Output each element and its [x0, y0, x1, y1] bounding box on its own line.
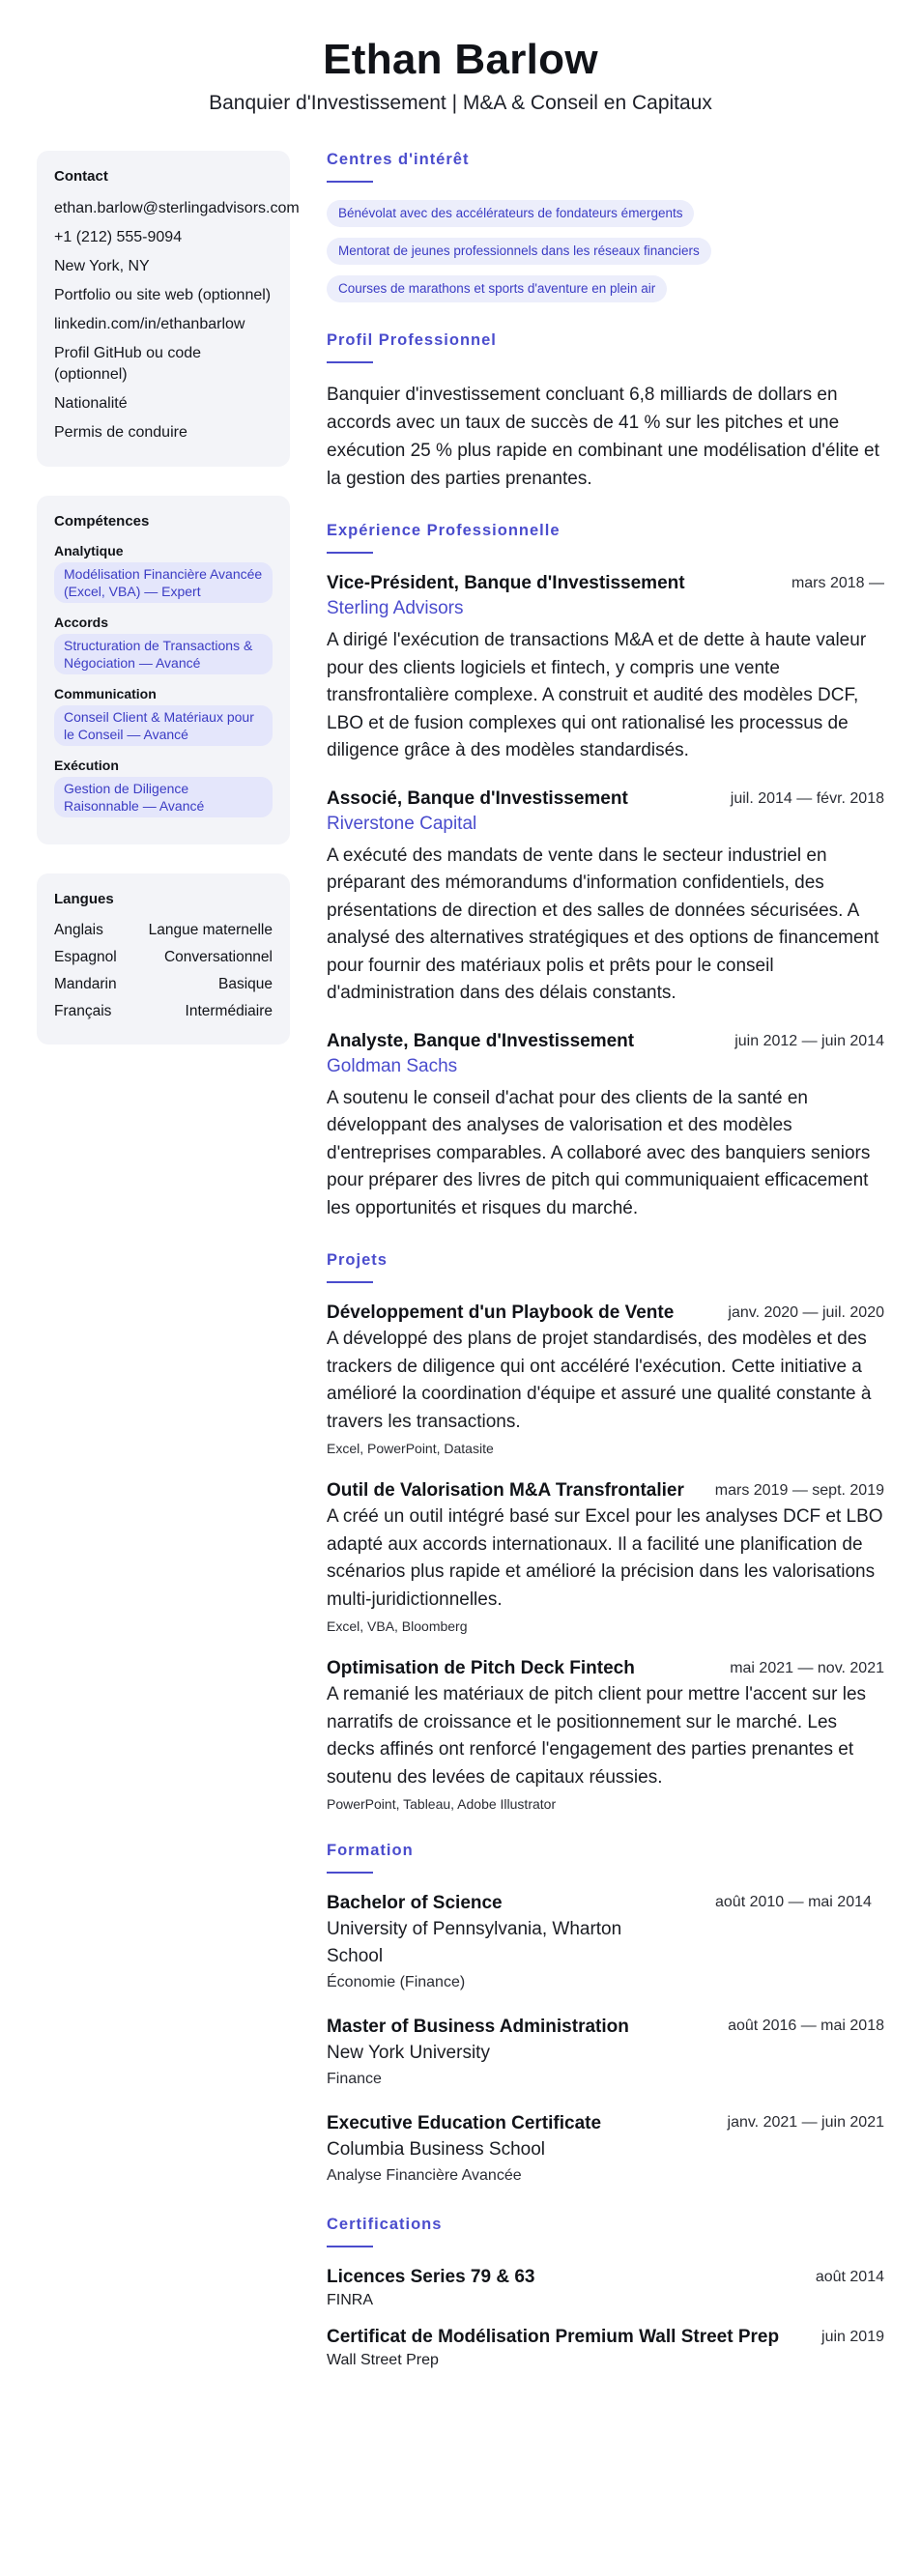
education-left	[327, 2111, 655, 2187]
interests-title: Centres d'intérêt	[327, 151, 470, 168]
entry-header	[327, 1656, 884, 1681]
job-description: A exécuté des mandats de vente dans le secteur industriel en préparant des mémorandums d'information confidentiels, des présentations de direction et des salles de données sécurisées. A analysé des alternatives stratégiques et des options de financement pour fournir des matériaux polis et prêts pour le conseil d'administration dans des délais constants.	[327, 844, 879, 1003]
certification-issuer: FINRA	[327, 2292, 373, 2308]
project-dates: mai 2021 — nov. 2021	[730, 1660, 884, 1676]
experience-entry	[327, 1029, 884, 1223]
certification-entry	[327, 2265, 884, 2311]
entry-header	[327, 787, 884, 812]
certifications-section	[327, 2216, 884, 2371]
project-dates: mars 2019 — sept. 2019	[714, 1482, 884, 1499]
education-entry	[327, 2111, 884, 2187]
language-row	[54, 975, 273, 994]
language-name: Espagnol	[54, 949, 117, 965]
company-name: Riverstone Capital	[327, 813, 477, 834]
entry-header	[327, 1301, 884, 1326]
language-level: Basique	[217, 976, 273, 992]
candidate-headline: Banquier d'Investissement | M&A & Conseil en Capitaux	[209, 92, 712, 114]
job-dates: mars 2018 —	[791, 575, 884, 591]
contact-license: Permis de conduire	[54, 424, 187, 441]
contact-location: New York, NY	[54, 258, 150, 274]
entry-header	[327, 2325, 884, 2350]
contact-email[interactable]: ethan.barlow@sterlingadvisors.com	[54, 200, 300, 216]
section-rule	[327, 181, 373, 183]
project-name: Développement d'un Playbook de Vente	[327, 1302, 675, 1323]
skill-category: Communication	[54, 686, 157, 701]
education-entry	[327, 1891, 884, 1993]
skill-chip: Structuration de Transactions & Négociation — Avancé	[54, 634, 273, 674]
experience-title: Expérience Professionnelle	[327, 522, 561, 539]
contact-portfolio: Portfolio ou site web (optionnel)	[54, 287, 272, 303]
resume-header	[37, 35, 884, 116]
certification-date: août 2014	[815, 2269, 884, 2285]
resume-columns	[37, 151, 884, 2400]
skills-title: Compétences	[54, 513, 150, 530]
contact-card	[37, 151, 300, 467]
education-left	[327, 1891, 655, 1993]
job-description: A dirigé l'exécution de transactions M&A et de dette à haute valeur pour des clients logiciels et fintech, y compris une vente transfrontalière complexe. A construit et audité des modèles DCF, LBO et de fusion complexes qui ont rationalisé les processus de diligence grâce à des modèles standardisés.	[327, 630, 867, 760]
language-row	[54, 921, 273, 940]
language-level: Conversationnel	[163, 949, 273, 965]
job-dates: juin 2012 — juin 2014	[734, 1032, 884, 1049]
experience-section	[327, 522, 884, 1222]
section-rule	[327, 1872, 373, 1874]
degree-name: Executive Education Certificate	[327, 2113, 602, 2133]
school-name: University of Pennsylvania, Wharton School	[327, 1919, 622, 1966]
education-title: Formation	[327, 1842, 414, 1859]
language-row	[54, 948, 273, 967]
certification-name: Licences Series 79 & 63	[327, 2267, 535, 2287]
skills-card	[37, 496, 290, 844]
education-section	[327, 1842, 884, 2187]
project-dates: janv. 2020 — juil. 2020	[728, 1304, 884, 1321]
entry-header	[327, 571, 884, 596]
language-name: Mandarin	[54, 976, 117, 992]
language-row	[54, 1002, 273, 1021]
profile-summary: Banquier d'investissement concluant 6,8 milliards de dollars en accords avec un taux de succès de 41 % sur les pitches et une exécution 25 % plus rapide en combinant une modélisation d'élite et la gestion des parties prenantes.	[327, 385, 879, 489]
entry-header	[327, 2015, 884, 2090]
profile-section	[327, 331, 884, 493]
section-rule	[327, 361, 373, 363]
language-name: Français	[54, 1003, 112, 1019]
job-title: Associé, Banque d'Investissement	[327, 787, 628, 809]
contact-nationality: Nationalité	[54, 395, 128, 412]
projects-section	[327, 1251, 884, 1813]
project-name: Outil de Valorisation M&A Transfrontalier	[327, 1480, 684, 1501]
project-entry	[327, 1478, 884, 1635]
main-content	[327, 151, 884, 2400]
languages-card	[37, 873, 290, 1045]
project-tools: Excel, PowerPoint, Datasite	[327, 1441, 494, 1456]
school-name: Columbia Business School	[327, 2139, 546, 2160]
entry-header	[327, 1478, 884, 1503]
interests-section	[327, 151, 884, 302]
education-dates: août 2016 — mai 2018	[728, 2018, 884, 2034]
field-of-study: Économie (Finance)	[327, 1974, 466, 1990]
contact-title: Contact	[54, 168, 108, 185]
project-tools: PowerPoint, Tableau, Adobe Illustrator	[327, 1796, 557, 1812]
language-level: Intermédiaire	[185, 1003, 273, 1019]
section-rule	[327, 1281, 373, 1283]
entry-header	[327, 2111, 884, 2187]
candidate-name: Ethan Barlow	[323, 36, 598, 83]
entry-header	[327, 2265, 884, 2290]
project-description: A remanié les matériaux de pitch client pour mettre l'accent sur les narratifs de croissance et le positionnement sur le marché. Les decks affinés ont renforcé l'engagement des parties prenantes et soutenu des levées de capitaux réussies.	[327, 1684, 867, 1788]
project-entry	[327, 1301, 884, 1457]
education-dates: janv. 2021 — juin 2021	[727, 2114, 884, 2131]
contact-phone[interactable]: +1 (212) 555-9094	[54, 229, 183, 245]
section-rule	[327, 552, 373, 554]
field-of-study: Finance	[327, 2071, 382, 2087]
job-description: A soutenu le conseil d'achat pour des clients de la santé en développant des analyses de valorisation et des modèles d'entreprises comparables. A collaboré avec des banquiers seniors pour préparer des livres de pitch qui communiquaient efficacement les opportunités et risques du marché.	[327, 1087, 871, 1218]
contact-linkedin[interactable]: linkedin.com/in/ethanbarlow	[54, 316, 245, 332]
job-title: Analyste, Banque d'Investissement	[327, 1030, 635, 1051]
certifications-title: Certifications	[327, 2216, 443, 2233]
project-description: A créé un outil intégré basé sur Excel pour les analyses DCF et LBO adapté aux accords internationaux. Il a facilité une planification de scénarios plus rapide et amélioré la précision dans les valorisations multi-juridictionnelles.	[327, 1506, 883, 1610]
project-entry	[327, 1656, 884, 1813]
education-dates: août 2010 — mai 2014	[715, 1894, 872, 1910]
skill-category: Exécution	[54, 758, 119, 773]
interest-chip: Courses de marathons et sports d'aventure en plein air	[327, 275, 667, 302]
education-entry	[327, 2015, 884, 2090]
certification-entry	[327, 2325, 884, 2371]
certification-name: Certificat de Modélisation Premium Wall Street Prep	[327, 2327, 780, 2347]
job-title: Vice-Président, Banque d'Investissement	[327, 573, 685, 593]
degree-name: Master of Business Administration	[327, 2017, 629, 2037]
languages-title: Langues	[54, 891, 114, 907]
experience-entry	[327, 571, 884, 765]
certification-issuer: Wall Street Prep	[327, 2352, 439, 2368]
degree-name: Bachelor of Science	[327, 1893, 503, 1913]
entry-header	[327, 1891, 884, 1993]
skill-chip: Modélisation Financière Avancée (Excel, VBA) — Expert	[54, 562, 273, 603]
school-name: New York University	[327, 2043, 490, 2063]
interest-chip: Mentorat de jeunes professionnels dans les réseaux financiers	[327, 238, 711, 265]
skill-category: Analytique	[54, 543, 124, 558]
language-level: Langue maternelle	[148, 922, 273, 938]
company-name: Goldman Sachs	[327, 1055, 458, 1076]
skill-category: Accords	[54, 615, 109, 630]
company-name: Sterling Advisors	[327, 598, 464, 618]
project-description: A développé des plans de projet standardisés, des modèles et des trackers de diligence qui ont accéléré l'exécution. Cette initiative a amélioré la coordination d'équipe et assuré une qualité constante à travers les transactions.	[327, 1329, 872, 1432]
interest-chip: Bénévolat avec des accélérateurs de fondateurs émergents	[327, 200, 694, 227]
skill-chip: Conseil Client & Matériaux pour le Conseil — Avancé	[54, 705, 273, 746]
experience-entry	[327, 787, 884, 1008]
section-rule	[327, 2246, 373, 2247]
contact-github: Profil GitHub ou code (optionnel)	[54, 345, 202, 383]
certification-date: juin 2019	[821, 2329, 884, 2345]
education-left	[327, 2015, 655, 2090]
skill-chip: Gestion de Diligence Raisonnable — Avancé	[54, 777, 273, 817]
projects-title: Projets	[327, 1251, 388, 1269]
entry-header	[327, 1029, 884, 1054]
profile-title: Profil Professionnel	[327, 331, 497, 349]
project-tools: Excel, VBA, Bloomberg	[327, 1618, 468, 1634]
job-dates: juil. 2014 — févr. 2018	[730, 789, 884, 807]
field-of-study: Analyse Financière Avancée	[327, 2167, 522, 2184]
sidebar	[37, 151, 300, 2400]
project-name: Optimisation de Pitch Deck Fintech	[327, 1658, 635, 1678]
language-name: Anglais	[54, 922, 103, 938]
